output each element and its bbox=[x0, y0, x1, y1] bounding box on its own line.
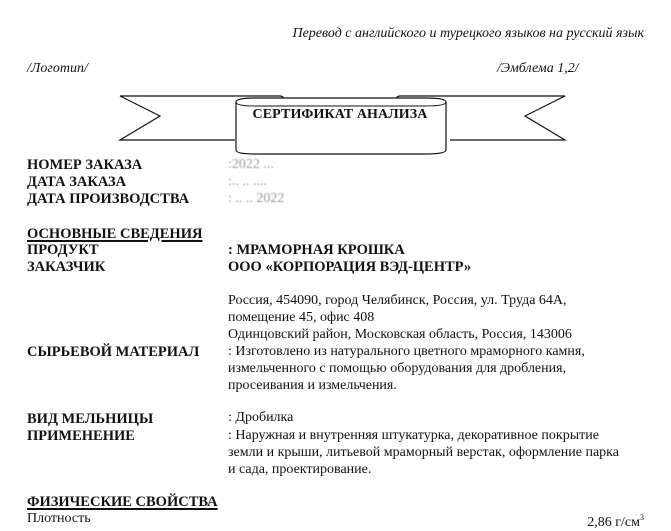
customer-label: ЗАКАЗЧИК bbox=[27, 259, 106, 275]
address-line: Россия, 454090, город Челябинск, Россия, ул. Труда 64А, bbox=[228, 293, 567, 308]
order-date-label: ДАТА ЗАКАЗА bbox=[27, 174, 127, 190]
raw-material-value bbox=[228, 343, 648, 394]
density-value bbox=[587, 510, 644, 531]
mill-type-label: ВИД МЕЛЬНИЦЫ bbox=[27, 411, 154, 427]
product-label: ПРОДУКТ bbox=[27, 242, 99, 258]
customer-address bbox=[228, 292, 648, 343]
customer-value: ООО «КОРПОРАЦИЯ ВЭД-ЦЕНТР» bbox=[228, 259, 472, 275]
raw-material-line: просеивания и измельчения. bbox=[228, 378, 397, 393]
banner-right-tail bbox=[450, 96, 565, 140]
application-label: ПРИМЕНЕНИЕ bbox=[27, 428, 135, 444]
application-line: и сада, проектирование. bbox=[228, 462, 372, 477]
logo-placeholder: /Логотип/ bbox=[27, 61, 88, 76]
production-date-label: ДАТА ПРОИЗВОДСТВА bbox=[27, 191, 190, 207]
application-value bbox=[228, 427, 648, 478]
raw-material-line: : Изготовлено из натурального цветного мраморного камня, bbox=[228, 344, 585, 359]
banner-left-tail bbox=[120, 96, 235, 140]
application-line: земли и крыши, литьевой мраморный верстак, оформление парка bbox=[228, 445, 619, 460]
order-number-value: :2022 ... bbox=[228, 157, 274, 172]
density-label: Плотность bbox=[27, 511, 91, 526]
product-value: : МРАМОРНАЯ КРОШКА bbox=[228, 242, 405, 258]
physical-properties-section-title: ФИЗИЧЕСКИЕ СВОЙСТВА bbox=[27, 494, 218, 510]
basic-info-section-title: ОСНОВНЫЕ СВЕДЕНИЯ bbox=[27, 226, 203, 242]
raw-material-line: измельченного с помощью оборудования для дробления, bbox=[228, 361, 567, 376]
order-number-label: НОМЕР ЗАКАЗА bbox=[27, 157, 143, 173]
density-exponent: 3 bbox=[640, 513, 644, 522]
density-number: 2,86 г/см bbox=[587, 515, 640, 530]
address-line: помещение 45, офис 408 bbox=[228, 310, 375, 325]
certificate-title: СЕРТИФИКАТ АНАЛИЗА bbox=[252, 107, 428, 122]
address-line: Одинцовский район, Московская область, Россия, 143006 bbox=[228, 327, 572, 342]
application-line: : Наружная и внутренняя штукатурка, декоративное покрытие bbox=[228, 428, 599, 443]
translation-note: Перевод с английского и турецкого языков на русский язык bbox=[292, 26, 644, 41]
mill-type-value: : Дробилка bbox=[228, 410, 294, 425]
emblem-placeholder: /Эмблема 1,2/ bbox=[497, 61, 579, 76]
raw-material-label: СЫРЬЕВОЙ МАТЕРИАЛ bbox=[27, 344, 200, 360]
order-date-value: :.. .. .... bbox=[228, 174, 267, 189]
production-date-value: : .. .. 2022 bbox=[228, 191, 285, 206]
